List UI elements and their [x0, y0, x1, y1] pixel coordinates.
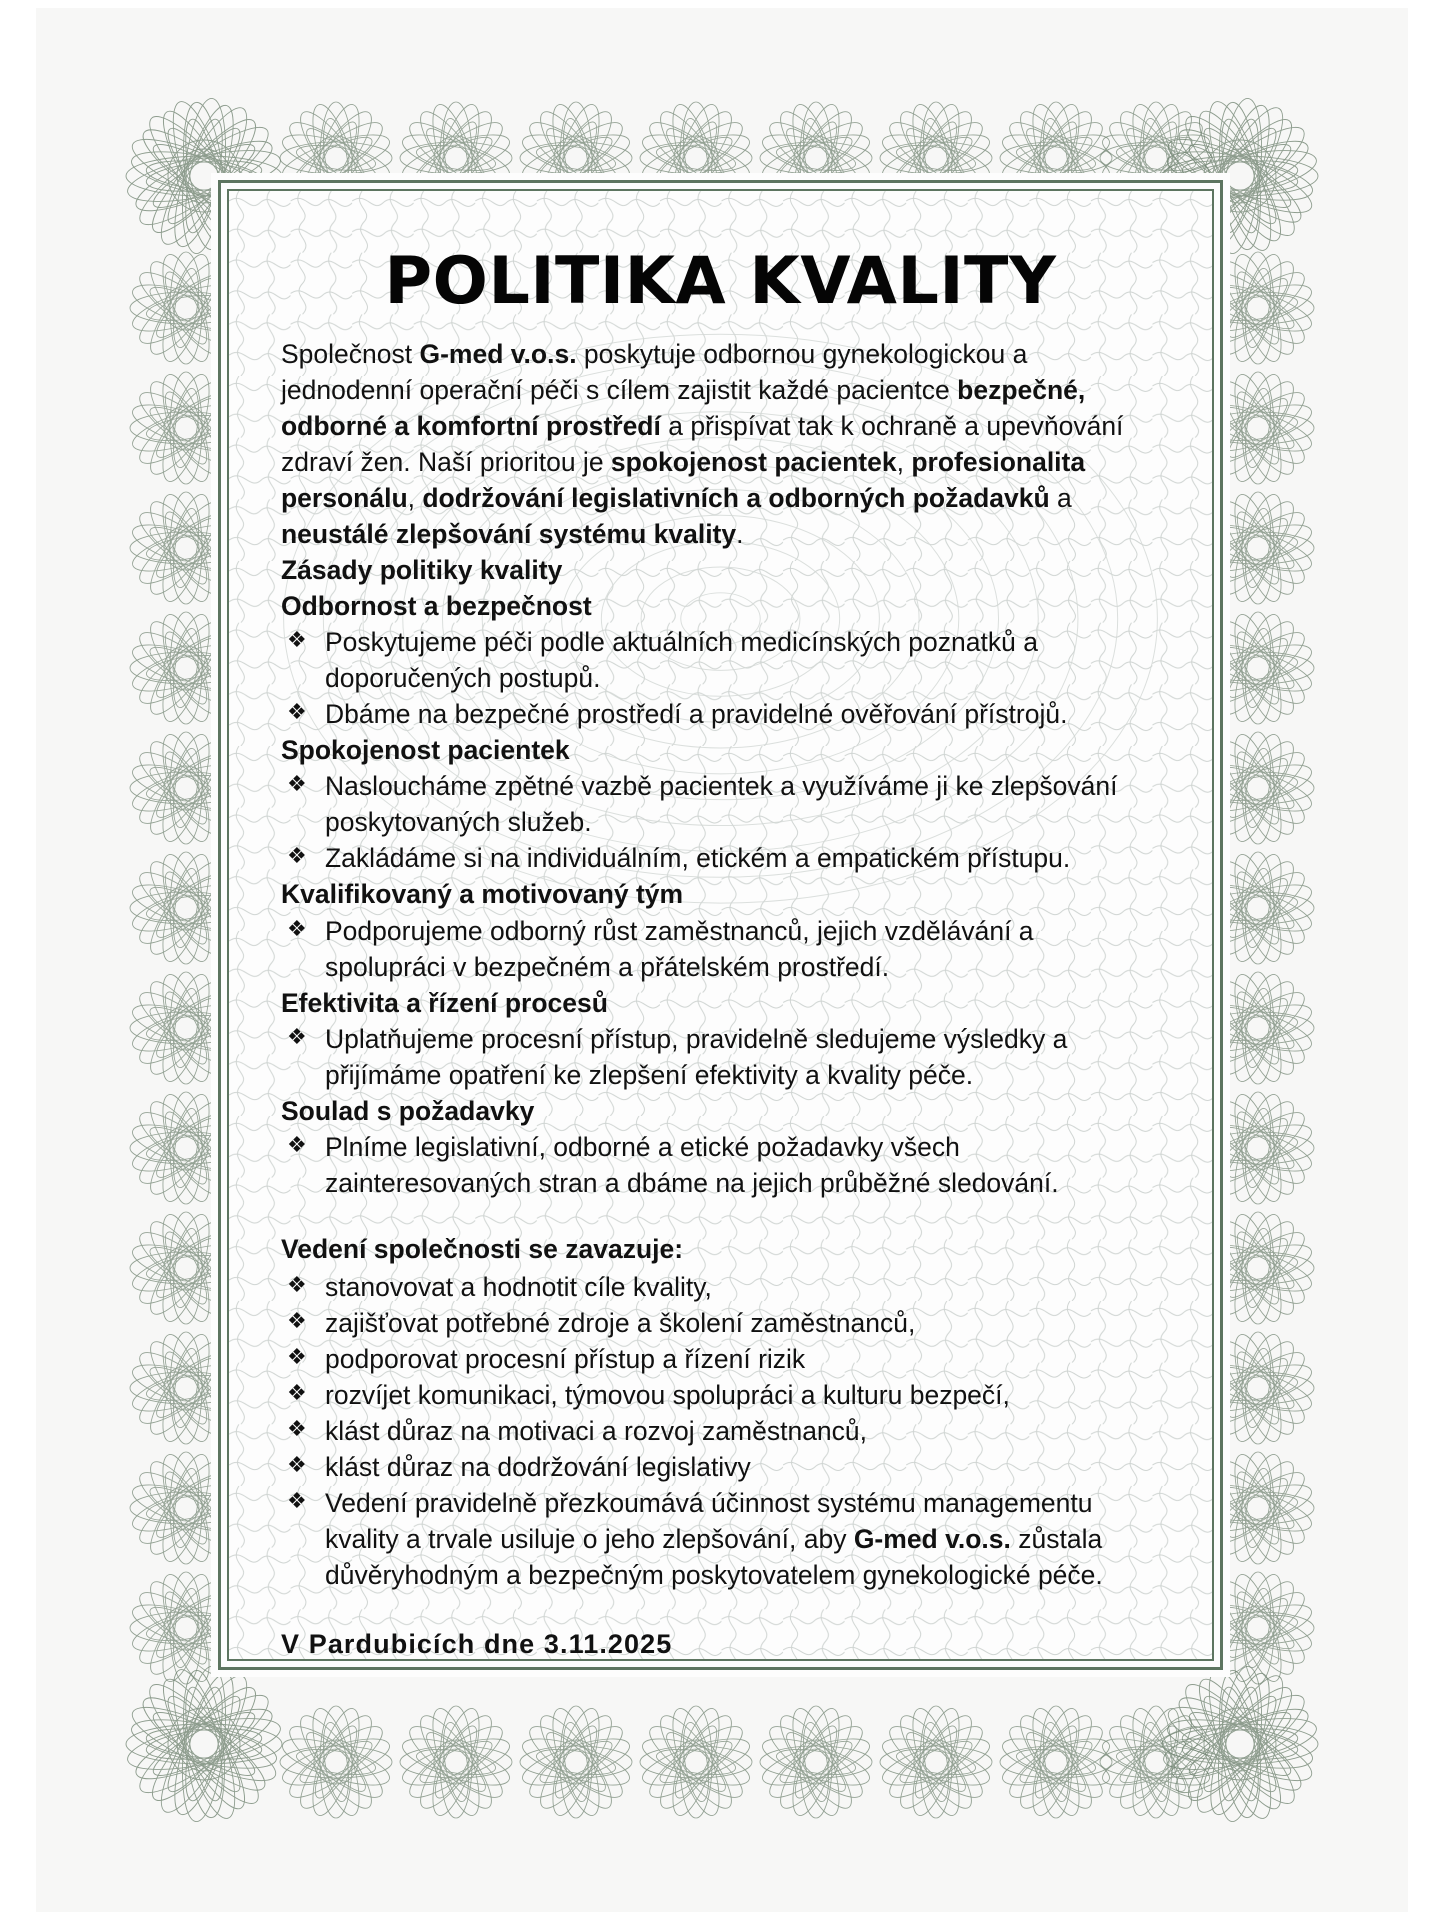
- section-bullet-list: [281, 624, 1160, 732]
- section-bullet-list: [281, 768, 1160, 876]
- list-item-text: [325, 1416, 867, 1446]
- emphasis-text: neustálé zlepšování systému kvality: [281, 519, 737, 550]
- list-item: [281, 1341, 1160, 1377]
- page-title: POLITIKA KVALITY: [384, 244, 1057, 319]
- list-item-text: [325, 1344, 805, 1374]
- diamond-bullet-icon: ❖: [287, 700, 307, 726]
- emphasis-text: profesionalita personálu: [281, 447, 1086, 514]
- diamond-bullet-icon: ❖: [287, 844, 307, 870]
- principles-title: Zásady politiky kvality: [281, 555, 563, 586]
- body-text: klást důraz na dodržování legislativy: [325, 1451, 751, 1482]
- body-text: zůstala důvěryhodným a bezpečným poskytovatelem gynekologické péče.: [325, 1524, 1103, 1591]
- list-item-text: [325, 1380, 1010, 1410]
- emphasis-text: bezpečné, odborné a komfortní prostředí: [281, 375, 1086, 442]
- commitment-title: Vedení společnosti se zavazuje:: [281, 1233, 684, 1264]
- section-heading: Efektivita a řízení procesů: [281, 987, 608, 1018]
- body-text: zajišťovat potřebné zdroje a školení zaměstnanců,: [325, 1307, 916, 1338]
- body-text: podporovat procesní přístup a řízení rizik: [325, 1343, 806, 1374]
- list-item-text: Podporujeme odborný růst zaměstnanců, jejich vzdělávání a spolupráci v bezpečném a přátelském prostředí.: [325, 915, 1034, 982]
- diamond-bullet-icon: ❖: [287, 916, 307, 942]
- list-item-text: [325, 1488, 1103, 1590]
- list-item-text: [325, 1272, 712, 1302]
- list-item: [281, 1021, 1160, 1093]
- diamond-bullet-icon: ❖: [287, 1024, 307, 1050]
- commitment-list: [281, 1269, 1160, 1593]
- list-item: [281, 1449, 1160, 1485]
- list-item-text: [325, 1452, 751, 1482]
- list-item: [281, 840, 1160, 876]
- section-bullet-list: [281, 1021, 1160, 1093]
- spacer: [281, 1201, 1160, 1231]
- certificate-frame-inner: [227, 189, 1214, 1661]
- emphasis-text: spokojenost pacientek: [610, 447, 897, 478]
- body-text: klást důraz na motivaci a rozvoj zaměstnanců,: [325, 1415, 868, 1446]
- certificate-frame: [218, 180, 1223, 1670]
- principles-sections: [281, 588, 1160, 1201]
- body-text: ,: [896, 447, 912, 478]
- body-text: rozvíjet komunikaci, týmovou spolupráci a kulturu bezpečí,: [325, 1379, 1010, 1410]
- list-item: [281, 624, 1160, 696]
- list-item-text: Poskytujeme péči podle aktuálních medicínských poznatků a doporučených postupů.: [325, 627, 1038, 694]
- diamond-bullet-icon: ❖: [287, 1308, 307, 1334]
- emphasis-text: dodržování legislativních a odborných požadavků: [422, 483, 1050, 514]
- diamond-bullet-icon: ❖: [287, 1452, 307, 1478]
- list-item-text: Uplatňujeme procesní přístup, pravidelně sledujeme výsledky a přijímáme opatření ke zlepšení efektivity a kvality péče.: [325, 1023, 1068, 1090]
- emphasis-text: G-med v.o.s.: [853, 1524, 1011, 1554]
- intro-paragraph: [281, 336, 1160, 552]
- list-item: [281, 913, 1160, 985]
- list-item: [281, 1129, 1160, 1201]
- body-text: poskytuje odbornou gynekologickou a jednodenní operační péči s cílem zajistit každé pacientce: [281, 339, 1028, 406]
- body-text: a přispívat tak k ochraně a upevňování zdraví žen. Naší prioritou je: [281, 411, 1124, 478]
- body-text: Společnost: [281, 339, 420, 369]
- diamond-bullet-icon: ❖: [287, 1380, 307, 1406]
- section-bullet-list: [281, 1129, 1160, 1201]
- list-item-text: Nasloucháme zpětné vazbě pacientek a využíváme ji ke zlepšování poskytovaných služeb.: [325, 771, 1118, 838]
- signoff-line: V Pardubicích dne 3.11.2025: [281, 1629, 673, 1660]
- list-item: [281, 1269, 1160, 1305]
- body-text: a: [1049, 483, 1072, 514]
- diamond-bullet-icon: ❖: [287, 628, 307, 654]
- list-item: [281, 696, 1160, 732]
- diamond-bullet-icon: ❖: [287, 1272, 307, 1298]
- diamond-bullet-icon: ❖: [287, 1344, 307, 1370]
- section-heading: Odbornost a bezpečnost: [281, 591, 592, 622]
- list-item: [281, 768, 1160, 840]
- section-heading: Spokojenost pacientek: [281, 735, 570, 766]
- diamond-bullet-icon: ❖: [287, 772, 307, 798]
- list-item-text: Zakládáme si na individuálním, etickém a empatickém přístupu.: [325, 843, 1071, 874]
- section-bullet-list: [281, 913, 1160, 985]
- list-item-text: Dbáme na bezpečné prostředí a pravidelné ověřování přístrojů.: [325, 699, 1068, 730]
- list-item: [281, 1377, 1160, 1413]
- list-item: [281, 1305, 1160, 1341]
- diamond-bullet-icon: ❖: [287, 1132, 307, 1158]
- document-content: [229, 191, 1212, 1659]
- section-heading: Kvalifikovaný a motivovaný tým: [281, 879, 684, 910]
- diamond-bullet-icon: ❖: [287, 1488, 307, 1514]
- list-item: [281, 1413, 1160, 1449]
- body-text: ,: [407, 483, 423, 514]
- list-item: [281, 1485, 1160, 1593]
- list-item-text: [325, 1308, 915, 1338]
- emphasis-text: G-med v.o.s.: [419, 339, 577, 369]
- section-heading: Soulad s požadavky: [281, 1095, 535, 1126]
- body-text: .: [736, 519, 744, 550]
- list-item-text: Plníme legislativní, odborné a etické požadavky všech zainteresovaných stran a dbáme na jejich průběžné sledování.: [325, 1131, 1059, 1198]
- diamond-bullet-icon: ❖: [287, 1416, 307, 1442]
- body-text: Vedení pravidelně přezkoumává účinnost systému managementu kvality a trvale usiluje o jeho zlepšování, aby: [325, 1487, 1093, 1554]
- body-text: stanovovat a hodnotit cíle kvality,: [325, 1271, 712, 1302]
